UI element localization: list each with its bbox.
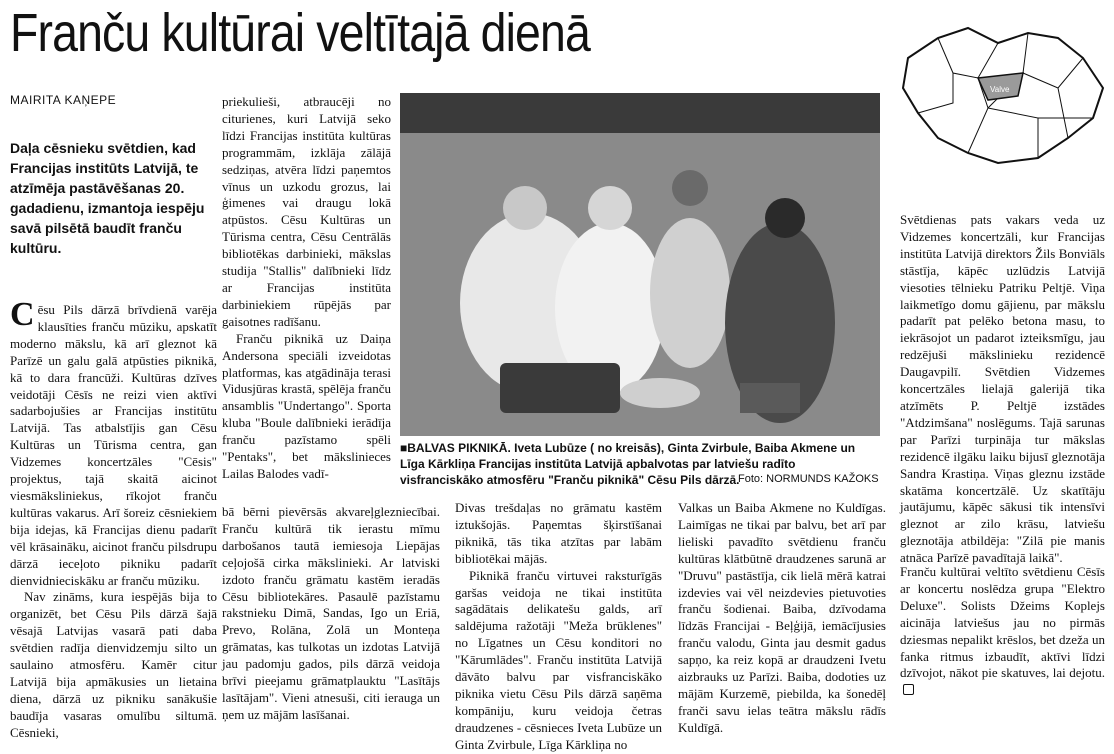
paragraph: Divas trešdaļas no grāmatu kastēm iztukšojās. Paņemtas šķirstīšanai piknikā, tās tika atzītas par labām bibliotēkai mājās. [455, 500, 662, 566]
region-map [898, 18, 1108, 168]
article-column-4 [678, 500, 886, 737]
end-of-article-icon [903, 684, 914, 695]
paragraph: Nav zināms, kura iespējās bija to organizēt, bet Cēsu Pils dārzā šajā vēsajā Latvijas vasarā pati daba svētdien radīja dienvidzemju silto un saulaino atmosfēru. Kamēr citur Latvijā bija apmākusies un lietaina diena, dārzā uz pikniku sanākušie baudīja vasaras omulību siltumā. Cēsnieki, [10, 589, 217, 740]
paragraph: Valkas un Baiba Akmene no Kuldīgas. Laimīgas ne tikai par balvu, bet arī par lieliski pavadīto svētdienu franču kultūras klātbūtnē draudzenes sarunā ar "Druvu" pastāstīja, cik lielā mērā katrai izdevies vai vēl neizdevies pietuvoties franču šodienai. Baiba, dzīvodama līdzās Francijai - Beļģijā, iemācījusies franču valodu, Ginta jau desmit gadus sapņo, ka reiz kopā ar draudzeni Ivetu aizbrauks uz Parīzi. Baiba, dodoties uz mājām Kurzemē, piebilda, ka šonedēļ franči savu ielas teātra mākslu rādīs Kuldīgā. [678, 500, 886, 735]
photo-caption: ■BALVAS PIKNIKĀ. Iveta Lubūze ( no kreisās), Ginta Zvirbule, Baiba Akmene un Līga Kārkliņa Francijas institūta Latvijā apbalvotas par latviešu radīto visfranciskāko atmosfēru "Franču piknikā" Cēsu Pils dārzā. [400, 441, 856, 487]
picnic-photo-image [400, 93, 880, 436]
article-column-1 [10, 296, 217, 742]
article-column-5-continued [900, 564, 1105, 699]
drop-cap: C [10, 296, 35, 333]
paragraph: Franču kultūrai veltīto svētdienu Cēsīs ar koncertu noslēdza grupa "Elektro Deluxe". Solists Džeims Koplejs aicināja latviešus jau no pirmās dziesmas nepalikt krēslos, bet dzeža un fanka ritmus izbaudīt, aktīvi līdzi dzīvojot, nākot pie skatuves, lai dejotu. [900, 564, 1105, 699]
article-column-2 [222, 94, 391, 483]
map-graphic [898, 18, 1108, 168]
article-column-5 [900, 212, 1105, 567]
article-column-2-continued [222, 504, 440, 724]
map-label: Valve [990, 85, 1010, 94]
paragraph: Franču piknikā uz Daiņa Andersona speciāli izveidotas platformas, kas atgādināja terasi Vidusjūras krastā, spēlēja franču ansamblis "Undertango". Sporta kluba "Boule dalībnieki ierādīja franču pazīstamo spēli "Pentaks", bet mākslinieces Lailas Balodes vadī- [222, 330, 391, 481]
author-byline: MAIRITA KAŅEPE [10, 93, 117, 107]
paragraph: bā bērni pievērsās akvareļglezniecībai. Franču kultūrā tik ierastu mīmu darbošanos tautā iemiesoja Liepājas ceļojošā cirka mākslinieki. Ar latviski izdoto franču grāmatu kastēm ieradās Cēsu bibliotekāres. Pasaulē pazīstamu rakstnieku Dimā, Sandas, Igo un Eriā, Prevo, Rolāna, Zolā un Monteņa grāmatas, kas tulkotas un izdotas Latvijā jau padomju gados, pils dārzā veidoja brīvi pieejamu grāmatplauktu "Lasītājs lasītājam". Vieni atnesuši, citi ierauga un ņem uz mājām lasīšanai. [222, 504, 440, 722]
paragraph: Piknikā franču virtuvei raksturīgās garšas veidoja ne tikai institūta sagādātais delikatešu galds, arī saldējuma ražotāji "Meža brūklenes" no Līgatnes un Cēsu konditori no "Kārumlādes". Franču institūta Latvijā dāvāto balvu par visfranciskāko piknika vietu Cēsu Pils dārzā saņēma kompāniju, kuru veidoja četras draudzenes - cēsnieces Iveta Lubūze un Ginta Zvirbule, Līga Kārkliņa no [455, 567, 662, 752]
lead-paragraph: Daļa cēsnieku svētdien, kad Francijas institūts Latvijā, te atzīmēja pastāvēšanas 20. gadadienu, izmantoja iespēju savā pilsētā baudīt franču kultūru. [10, 140, 205, 256]
headline: Franču kultūrai veltītajā dienā [10, 3, 590, 63]
paragraph: Cēsu Pils dārzā brīvdienā varēja klausīties franču mūziku, apskatīt moderno mākslu, kā arī gleznot kā Parīzē un galu galā atpūsties piknikā, kā to dara francūži. Kultūras dzīves veidotāji Cēsīs ne reizi vien aktīvi sadarbojušies ar Francijas institūtu Latvijā. Tas atbalstījis gan Cēsu Kultūras un Tūrisma centra, gan Vidzemes koncertzāles "Cēsis" projektus, tajā skaitā aicinot viesmāksliniekus, rīkojot franču kultūras vakarus. Arī šoreiz cēsniekiem bija idejas, kā Francijas dienu padarīt vēl krāsaināku, aicinot franču pilsdrupu dārzā ieceļoto pikniku padarīt dienvidnieciskāku ar franču mūziku. [10, 296, 217, 588]
article-column-3 [455, 500, 662, 754]
photo-credit: Foto: NORMUNDS KAŽOKS [738, 473, 879, 485]
photo-picnic [400, 93, 880, 436]
paragraph: priekulieši, atbraucēji no citurienes, kuri Latvijā seko līdzi Francijas institūta kultūras programmām, izklāja zālājā sedziņas, atvēra līdzi paņemtos vīnus un uzkodu grozus, lai ģimenes vai draugu lokā atpūstos. Cēsu Kultūras un Tūrisma centra, Cēsu Centrālās bibliotēkas darbinieki, mākslas studija "Stallis" dalībnieki līdz ar Francijas institūta darbiniekiem rūpējās par gaisotnes radīšanu. [222, 94, 391, 329]
paragraph: Svētdienas pats vakars veda uz Vidzemes koncertzāli, kur Francijas institūta Latvijā direktors Žils Bonviāls stāstīja, kāpēc uzlūdzis Latvijā viesoties tēlnieku Patriku Peltjē. Viņa laikmetīgo domu gājienu, par mākslu padarīt pat pelēko betona masu, to iekrāsojot un padarot izteiksmīgu, jau redzējuši mākslinieku rezidencē Daugavpilī. Svētdien Vidzemes koncertzāles lielajā galerijā tika atzīmēts P. Peltjē izstādes "Atdzimšana" noslēgums. Tajā sarunas par Parīzi turpināja tur mākslas rezidencē ilgāku laiku bijusī gleznotāja Sandra Krastiņa. Viņas gleznu izstāde skatāma koncertzālē. Uz skatītāju jautājumu, kāpēc sākusi tik intensīvi gleznot ar zilo krāsu, latviešu gleznotāja atbildēja: "Zilā pie manis atnāca Parīzē pavadītajā laikā". [900, 212, 1105, 566]
